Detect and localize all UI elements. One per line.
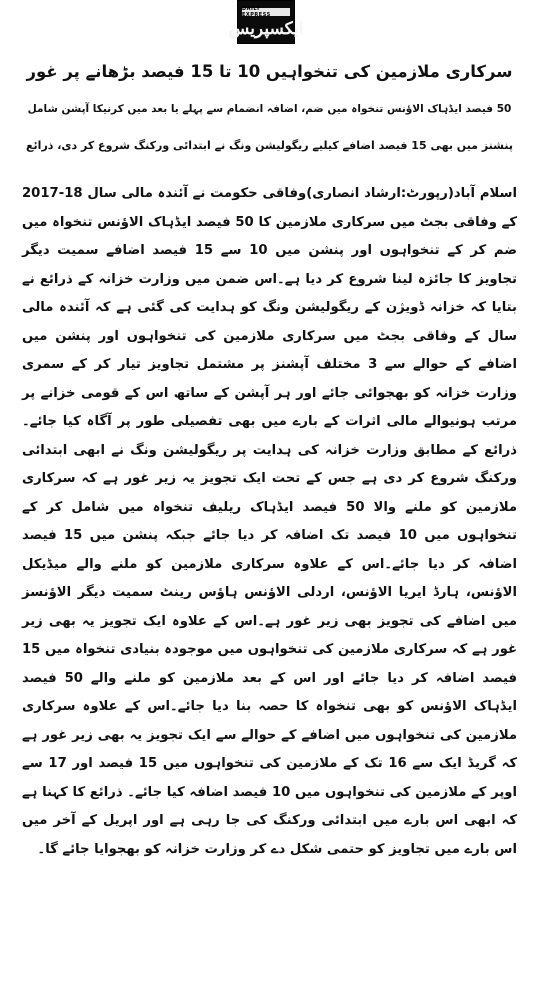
logo-tagline: DAILY EXPRESS: [242, 8, 290, 16]
logo-title: ایکسپریس: [228, 18, 304, 39]
main-headline: سرکاری ملازمین کی تنخواہیں 10 تا 15 فیصد بڑھانے پر غور: [26, 62, 513, 81]
newspaper-logo: [228, 0, 304, 44]
sub-headline-2: پنشنز میں بھی 15 فیصد اضافے کیلیے ریگولیشن ونگ نے ابتدائی ورکنگ شروع کر دی، ذرائع: [26, 139, 513, 152]
article-body: اسلام آباد(رپورٹ:ارشاد انصاری)وفاقی حکومت نے آئندہ مالی سال 18-2017 کے وفاقی بجٹ میں سرکاری ملازمین کا 50 فیصد ایڈہاک الاؤنس تنخواہ میں ضم کر کے تنخواہوں اور پنشن میں 10 سے 15 فیصد اضافے سمیت دیگر تجاویز کا جائزہ لینا شروع کر دیا ہے۔اس ضمن میں وزارت خزانہ کے ذرائع نے بتایا کہ خزانہ ڈویژن کے ریگولیشن ونگ کو ہدایت کی گئی ہے کہ آئندہ مالی سال کے وفاقی بجٹ میں سرکاری ملازمین کی تنخواہوں اور پنشن میں اضافے کے حوالے سے 3 مختلف آپشنز پر مشتمل تجاویز تیار کر کے سمری وزارت خزانہ کو بھجوائی جائے اور ہر آپشن کے ساتھ اس کے قومی خزانے پر مرتب ہونیوالے مالی اثرات کے بارے میں بھی تفصیلی طور پر آگاہ کیا جائے۔ ذرائع کے مطابق وزارت خزانہ کی ہدایت پر ریگولیشن ونگ نے ابھی ابتدائی ورکنگ شروع کر دی ہے جس کے تحت ایک تجویز یہ زیر غور ہے کہ سرکاری ملازمین کو ملنے والا 50 فیصد ایڈہاک ریلیف تنخواہ میں شامل کر کے تنخواہوں میں 10 فیصد تک اضافہ کر دیا جائے جبکہ پنشن میں 15 فیصد اضافہ کر دیا جائے۔اس کے علاوہ سرکاری ملازمین کو ملنے والے میڈیکل الاؤنس، ہارڈ ایریا الاؤنس، اردلی الاؤنس ہاؤس رینٹ سمیت دیگر الاؤنسز میں اضافے کی تجویز بھی زیر غور ہے۔اس کے علاوہ ایک تجویز یہ بھی زیر غور ہے کہ سرکاری ملازمین کی تنخواہوں میں موجودہ بنیادی تنخواہ میں 15 فیصد اضافہ کر دیا جائے اور اس کے بعد ملازمین کو ملنے والے 50 فیصد ایڈہاک الاؤنس کو بھی تنخواہ کا حصہ بنا دیا جائے۔اس کے علاوہ سرکاری ملازمین کی تنخواہوں میں اضافے کے حوالے سے ایک تجویز یہ بھی زیر غور ہے کہ گریڈ ایک سے 16 تک کے ملازمین کی تنخواہوں میں 15 فیصد اور 17 سے اوپر کے ملازمین کی تنخواہوں میں 10 فیصد اضافہ کیا جائے۔ ذرائع کا کہنا ہے کہ ابھی اس بارے میں ابتدائی ورکنگ کی جا رہی ہے اور اپریل کے آخر میں اس بارے میں تجاویز کو حتمی شکل دے کر وزارت خزانہ کو بھجوایا جائے گا۔: [22, 186, 518, 857]
sub-headline-1: 50 فیصد ایڈہاک الاؤنس تنخواہ میں ضم، اضافہ انضمام سے پہلے یا بعد میں کرنیکا آپشن شامل: [27, 103, 512, 115]
headline-block: [20, 60, 519, 171]
